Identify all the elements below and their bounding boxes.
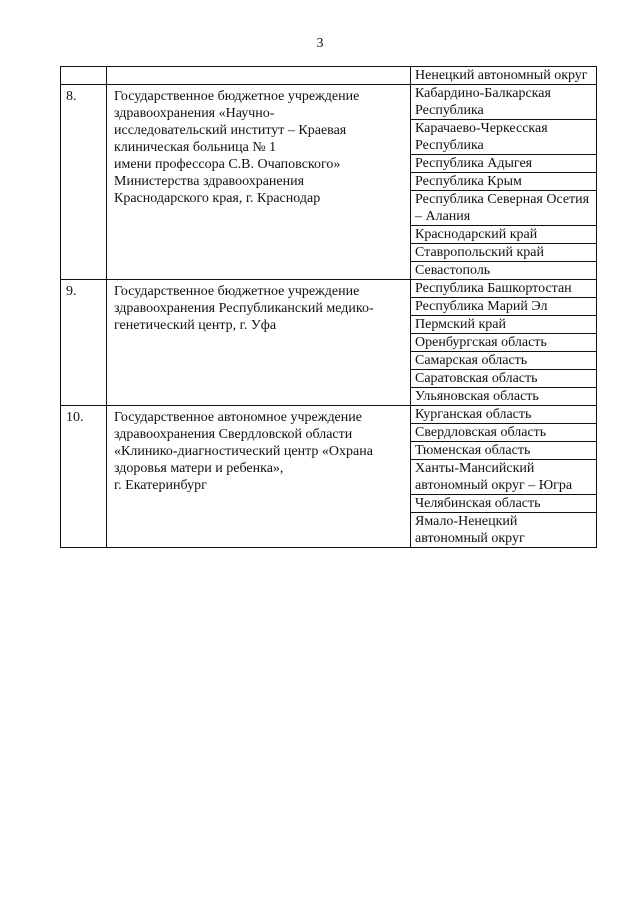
organization-line: г. Екатеринбург bbox=[114, 478, 207, 493]
region-name: Кабардино-Балкарская Республика bbox=[415, 86, 551, 118]
region-cell bbox=[411, 173, 597, 191]
region-cell bbox=[411, 262, 597, 280]
region-name: Республика Марий Эл bbox=[415, 299, 548, 314]
organization-name bbox=[107, 85, 411, 280]
organization-line: «Клинико-диагностический центр «Охрана bbox=[114, 444, 373, 459]
organization-line: клиническая больница № 1 bbox=[114, 140, 277, 155]
table-row bbox=[61, 406, 597, 424]
region-name: Севастополь bbox=[415, 263, 491, 278]
organization-line: Государственное бюджетное учреждение bbox=[114, 284, 360, 299]
region-cell bbox=[411, 352, 597, 370]
row-number: 9. bbox=[61, 280, 107, 406]
organization-line: здравоохранения «Научно- bbox=[114, 106, 275, 121]
organization-line: здравоохранения Республиканский медико- bbox=[114, 301, 374, 316]
organization-line: генетический центр, г. Уфа bbox=[114, 318, 277, 333]
region-name: Ставропольский край bbox=[415, 245, 544, 260]
region-name: Ямало-Ненецкий автономный округ bbox=[415, 514, 525, 546]
region-cell bbox=[411, 370, 597, 388]
region-cell bbox=[411, 244, 597, 262]
region-name: Самарская область bbox=[415, 353, 528, 368]
organization-line: Государственное автономное учреждение bbox=[114, 410, 362, 425]
region-cell bbox=[411, 513, 597, 548]
table-row bbox=[61, 67, 597, 85]
region-name: Республика Крым bbox=[415, 174, 522, 189]
region-name: Ненецкий автономный округ bbox=[415, 68, 588, 83]
region-cell bbox=[411, 280, 597, 298]
region-cell bbox=[411, 226, 597, 244]
region-cell bbox=[411, 388, 597, 406]
row-number bbox=[61, 67, 107, 85]
table-row bbox=[61, 280, 597, 298]
region-name: Республика Северная Осетия – Алания bbox=[415, 192, 590, 224]
organization-line: Государственное бюджетное учреждение bbox=[114, 89, 360, 104]
regions-table bbox=[60, 66, 597, 548]
organization-line: Министерства здравоохранения bbox=[114, 174, 305, 189]
region-name: Республика Башкортостан bbox=[415, 281, 572, 296]
region-name: Краснодарский край bbox=[415, 227, 538, 242]
region-name: Челябинская область bbox=[415, 496, 541, 511]
region-cell bbox=[411, 442, 597, 460]
region-cell bbox=[411, 191, 597, 226]
organization-line: здоровья матери и ребенка», bbox=[114, 461, 284, 476]
organization-line: здравоохранения Свердловской области bbox=[114, 427, 353, 442]
organization-line: Краснодарского края, г. Краснодар bbox=[114, 191, 321, 206]
organization-name bbox=[107, 280, 411, 406]
region-name: Оренбургская область bbox=[415, 335, 547, 350]
region-name: Курганская область bbox=[415, 407, 532, 422]
region-cell bbox=[411, 298, 597, 316]
region-name: Ульяновская область bbox=[415, 389, 539, 404]
region-name: Республика Адыгея bbox=[415, 156, 533, 171]
region-cell bbox=[411, 460, 597, 495]
organization-line: исследовательский институт – Краевая bbox=[114, 123, 347, 138]
region-cell bbox=[411, 495, 597, 513]
region-cell bbox=[411, 67, 597, 85]
region-cell bbox=[411, 85, 597, 120]
region-cell bbox=[411, 155, 597, 173]
organization-line: имени профессора С.В. Очаповского» bbox=[114, 157, 341, 172]
region-name: Ханты-Мансийский автономный округ – Югра bbox=[415, 461, 573, 493]
region-cell bbox=[411, 406, 597, 424]
region-cell bbox=[411, 120, 597, 155]
row-number: 10. bbox=[61, 406, 107, 548]
organization-name bbox=[107, 67, 411, 85]
region-name: Свердловская область bbox=[415, 425, 547, 440]
table-row bbox=[61, 85, 597, 120]
organization-name bbox=[107, 406, 411, 548]
region-name: Пермский край bbox=[415, 317, 506, 332]
region-cell bbox=[411, 334, 597, 352]
region-name: Карачаево-Черкесская Республика bbox=[415, 121, 548, 153]
region-cell bbox=[411, 316, 597, 334]
region-cell bbox=[411, 424, 597, 442]
region-name: Тюменская область bbox=[415, 443, 531, 458]
row-number: 8. bbox=[61, 85, 107, 280]
region-name: Саратовская область bbox=[415, 371, 538, 386]
page-number: 3 bbox=[316, 36, 324, 51]
